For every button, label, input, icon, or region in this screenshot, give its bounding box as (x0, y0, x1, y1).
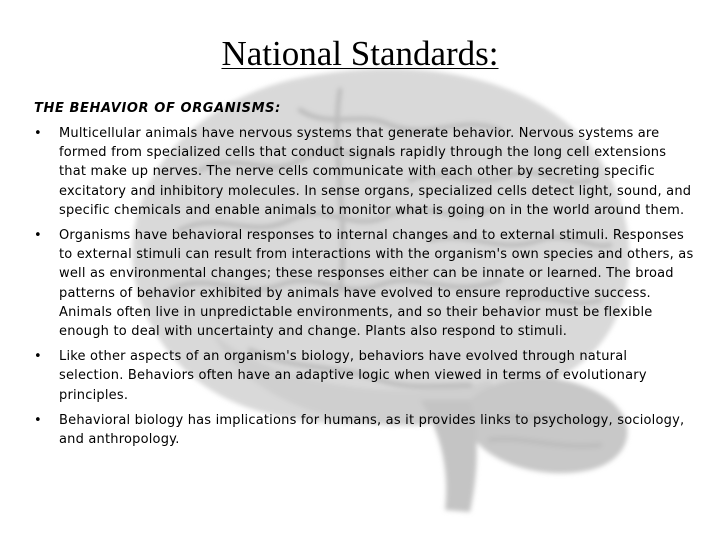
bullet-item (34, 411, 694, 449)
bullet-item (34, 347, 694, 405)
bullet-text: Multicellular animals have nervous systems that generate behavior. Nervous systems are formed from specialized cells that conduct signals rapidly through the long cell extensions that make up nerves. The nerve cells communicate with each other by secreting specific excitatory and inhibitory molecules. In sense organs, specialized cells detect light, sound, and specific chemicals and enable animals to monitor what is going on in the world around them. (59, 126, 692, 218)
slide-title: National Standards: (221, 34, 499, 73)
bullet-list (34, 124, 694, 449)
slide-content (34, 101, 694, 455)
bullet-icon: • (34, 126, 42, 141)
bullet-text: Organisms have behavioral responses to internal changes and to external stimuli. Responses to external stimuli can result from interactions with the organism's own species and others, as well as environmental changes; these responses either can be innate or learned. The broad patterns of behavior exhibited by animals have evolved to ensure reproductive success. Animals often live in unpredictable environments, and so their behavior must be flexible enough to deal with uncertainty and change. Plants also respond to stimuli. (59, 228, 694, 340)
bullet-item (34, 124, 694, 220)
bullet-icon: • (34, 412, 42, 428)
bullet-text: Behavioral biology has implications for humans, as it provides links to psychology, sociology, and anthropology. (59, 412, 685, 448)
bullet-icon: • (34, 349, 42, 365)
bullet-item (34, 226, 694, 341)
bullet-icon: • (34, 228, 42, 244)
section-heading: THE BEHAVIOR OF ORGANISMS: (34, 101, 281, 116)
bullet-text: Like other aspects of an organism's biology, behaviors have evolved through natural selection. Behaviors often have an adaptive logic when viewed in terms of evolutionary principles. (59, 349, 647, 403)
